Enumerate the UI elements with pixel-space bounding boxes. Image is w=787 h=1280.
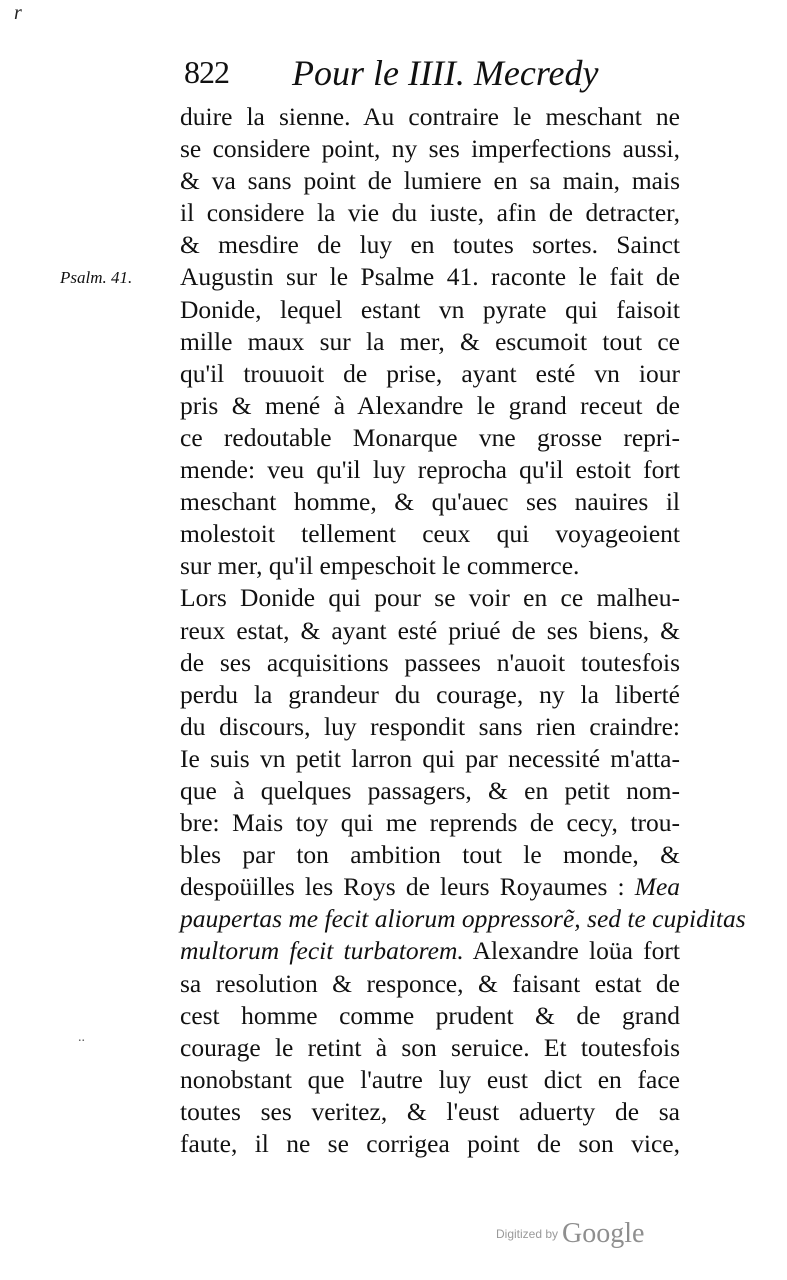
watermark-brand: Google: [562, 1218, 645, 1249]
text-line-mixed: [180, 871, 680, 903]
text-line: perdu la grandeur du courage, ny la liberté: [180, 679, 680, 709]
page-speck: ..: [78, 1030, 85, 1045]
text-line: duire la sienne. Au contraire le meschant ne: [180, 102, 680, 131]
text-line-mixed: [180, 935, 680, 967]
text-line: sur mer, qu'il empeschoit le commerce.: [180, 551, 580, 581]
text-line: bre: Mais toy qui me reprends de cecy, trou-: [180, 808, 680, 838]
text-line: reux estat, & ayant esté priué de ses biens, &: [180, 615, 680, 645]
text-line: molestoit tellement ceux qui voyageoient: [180, 519, 680, 549]
text-line: de ses acquisitions passees n'auoit toutesfois: [180, 647, 680, 677]
text-line: toutes ses veritez, & l'eust aduerty de sa: [180, 1096, 680, 1126]
text-line: sa resolution & responce, & faisant estat de: [180, 968, 680, 998]
text-line: & va sans point de lumiere en sa main, mais: [180, 166, 680, 196]
running-head: Pour le IIII. Mecredy: [292, 53, 599, 93]
digitized-watermark: [496, 1218, 644, 1250]
corner-mark: r: [14, 2, 22, 24]
text-line: Ie suis vn petit larron qui par necessité m'atta-: [180, 743, 680, 773]
text-line: Lors Donide qui pour se voir en ce malheu-: [180, 583, 680, 613]
text-line: cest homme comme prudent & de grand: [180, 1000, 680, 1030]
text-segment: Alexandre loüa fort: [472, 936, 681, 966]
text-line: bles par ton ambition tout le monde, &: [180, 840, 680, 870]
page-header: [180, 52, 620, 98]
text-line: meschant homme, & qu'auec ses nauires il: [180, 487, 680, 517]
watermark-prefix: Digitized by: [496, 1227, 559, 1241]
text-line: ce redoutable Monarque vne grosse repri-: [180, 422, 680, 452]
text-line: du discours, luy respondit sans rien craindre:: [180, 711, 680, 741]
text-segment: despoüilles les Roys de leurs Royaumes :: [180, 872, 625, 902]
text-line: il considere la vie du iuste, afin de detracter,: [180, 198, 680, 228]
latin-quote: paupertas me fecit aliorum oppressorẽ, sed te cupiditas: [180, 904, 746, 934]
text-line: que à quelques passagers, & en petit nom-: [180, 775, 680, 805]
margin-note: Psalm. 41.: [60, 268, 133, 287]
text-line: se considere point, ny ses imperfections aussi,: [180, 134, 680, 164]
text-line: mille maux sur la mer, & escumoit tout ce: [180, 326, 680, 356]
text-line: nonobstant que l'autre luy eust dict en face: [180, 1064, 680, 1094]
text-line: mende: veu qu'il luy reprocha qu'il estoit fort: [180, 455, 680, 485]
page-number: 822: [184, 54, 229, 90]
text-line: qu'il trouuoit de prise, ayant esté vn iour: [180, 358, 680, 388]
text-line: Donide, lequel estant vn pyrate qui faisoit: [180, 294, 680, 324]
text-line: pris & mené à Alexandre le grand receut de: [180, 390, 680, 420]
latin-quote-end: multorum fecit turbatorem.: [180, 936, 464, 966]
text-line: Augustin sur le Psalme 41. raconte le fait de: [180, 262, 680, 292]
text-line: faute, il ne se corrigea point de son vice,: [180, 1129, 680, 1158]
text-line: courage le retint à son seruice. Et toutesfois: [180, 1032, 680, 1062]
latin-quote-start: Mea: [634, 872, 681, 902]
text-line: & mesdire de luy en toutes sortes. Sainct: [180, 230, 680, 260]
body-text: [180, 101, 746, 1160]
